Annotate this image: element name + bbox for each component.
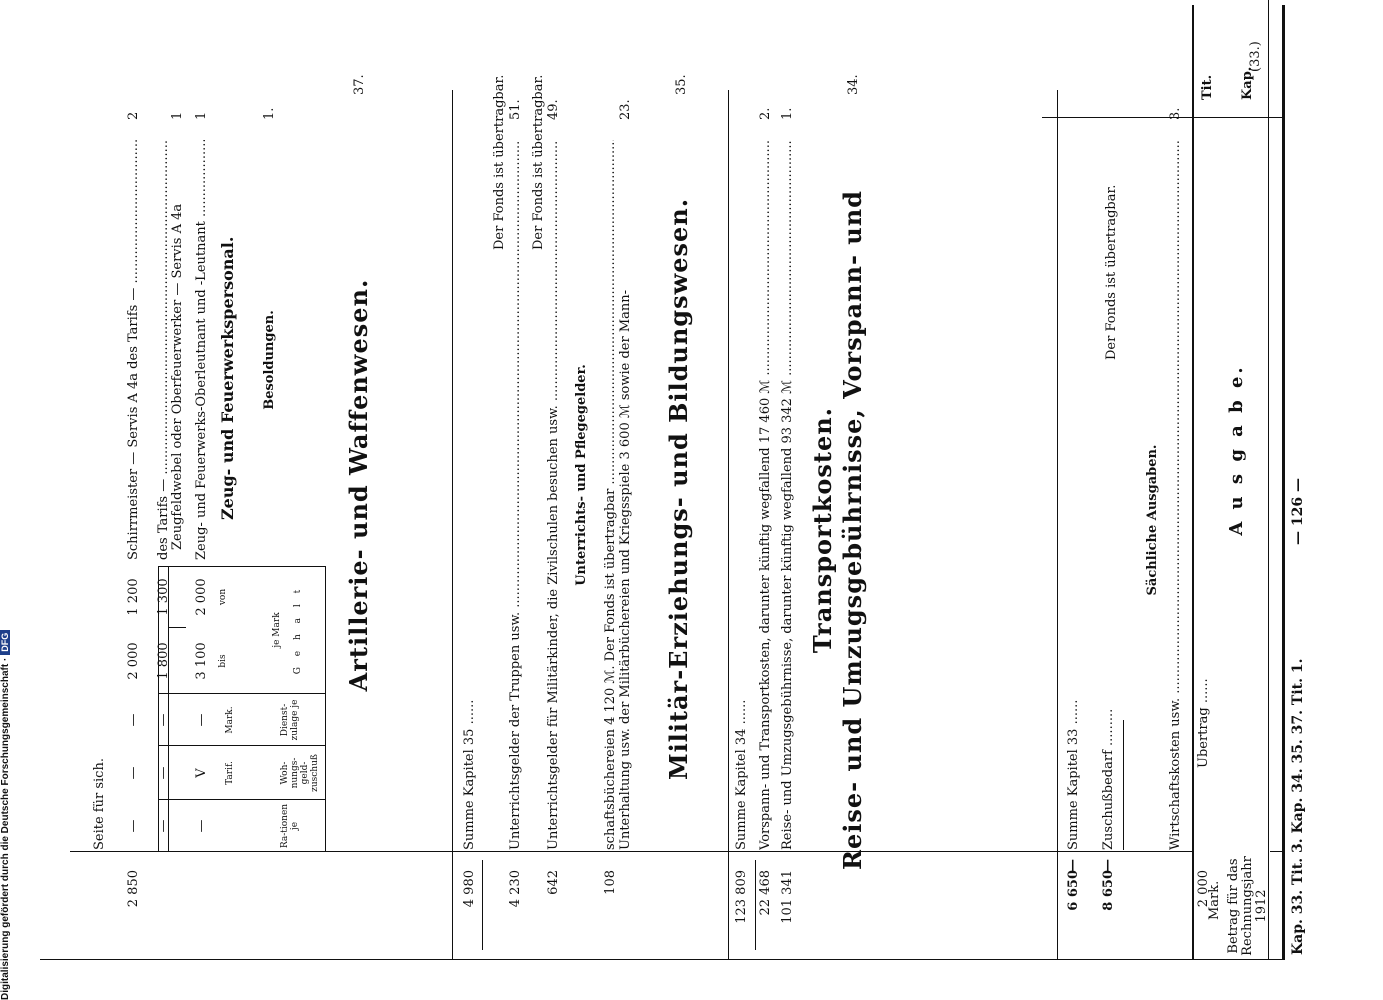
s34-sum-rule	[755, 860, 756, 950]
s37-rationen: Ra-tionen je	[280, 803, 300, 849]
s37-kap: 37.	[352, 74, 367, 95]
s37-row3-betrag: 2 850	[126, 870, 141, 908]
s33-kap: (33.)	[1248, 41, 1263, 72]
s33-zuschuss-value: 8 650	[1101, 870, 1116, 911]
s37-row2-count: 1	[170, 111, 185, 120]
s35-t49: 49.	[546, 99, 561, 120]
s37-row3-wohnung: —	[126, 766, 141, 780]
s35-l51a: Unterrichtsgelder der Truppen usw. .....	[508, 140, 523, 850]
footer-text: Digitalisierung gefördert durch die Deutsche Forschungsgemeinschaft ·	[0, 657, 11, 1000]
s37-bis: bis	[218, 654, 228, 668]
s34-summe-label: Summe Kapitel 34 .....	[734, 700, 749, 850]
col-tit: Tit.	[1200, 74, 1215, 100]
s37-table-col1	[158, 693, 326, 694]
s37-row1-dienst: —	[194, 713, 209, 727]
s33-bottom-rule	[1057, 90, 1058, 960]
col-betrag-2: Rechnungsjahr	[1240, 856, 1255, 956]
s37-row3-text: Schirrmeister — Servis A 4a des Tarifs — .....	[126, 140, 141, 560]
col-betrag-4: Mark.	[1207, 880, 1222, 920]
s34-l1: Reise- und Umzugsgebührnisse, darunter künftig wegfallend 93 342 ℳ .....	[780, 140, 795, 850]
s33-zuschuss-label: Zuschußbedarf .....	[1101, 710, 1116, 850]
s35-kap: 35.	[674, 74, 689, 95]
s35-t23: 23.	[618, 99, 633, 120]
s37-table-col3	[158, 799, 326, 800]
s37-tit: 1.	[262, 107, 277, 120]
s35-l51b: Der Fonds ist übertragbar.	[492, 74, 507, 250]
s37-von: von	[218, 588, 228, 606]
s33-summe-value: 6 650	[1066, 870, 1081, 911]
rule-left	[40, 959, 1285, 960]
s37-besoldungen: Besoldungen.	[262, 310, 277, 410]
rule-text	[1042, 117, 1282, 118]
s37-row2-von: 1 300	[156, 578, 171, 616]
s34-title-1: Reise- und Umzugsgebührnisse, Vorspann- und	[838, 190, 867, 870]
s35-v23: 108	[603, 870, 618, 895]
s35-l23b: schaftsbüchereien 4 120 ℳ. Der Fonds ist übertragbar .....	[603, 140, 618, 850]
s33-dash1: —	[1100, 859, 1115, 872]
s37-row1-von: 2 000	[194, 578, 209, 616]
s37-tarif: Tarif.	[225, 761, 235, 785]
s37-table-col2	[158, 745, 326, 746]
col-kap: Kap.	[1240, 66, 1255, 100]
ausgabe-title: A u s g a b e.	[1226, 364, 1247, 536]
s37-row1-wohnung: V	[194, 768, 209, 778]
col-betrag-1: Betrag für das	[1226, 858, 1241, 954]
s35-l49b: Der Fonds ist übertragbar.	[531, 74, 546, 250]
s37-row3-bis: 2 000	[126, 642, 141, 680]
col-betrag-3: 1912	[1254, 889, 1269, 923]
s35-v51: 4 230	[508, 870, 523, 908]
s33-line1: Wirtschaftskosten usw. .....	[1168, 140, 1183, 850]
s37-row2-text: Zeugfeldwebel oder Oberfeuerwerker — Servis A 4a	[170, 203, 185, 550]
s37-je-mark: je Mark	[272, 612, 282, 648]
s37-row1-bis: 3 100	[194, 642, 209, 680]
s37-row2-text2: des Tarifs — .....	[156, 140, 171, 560]
digitization-footer	[0, 0, 14, 1000]
running-header: Kap. 33. Tit. 3. Kap. 34. 35. 37. Tit. 1.	[1290, 658, 1306, 955]
s33-summe-label: Summe Kapitel 33 .....	[1066, 700, 1081, 850]
s35-sub: Unterrichts- und Pflegegelder.	[574, 364, 589, 586]
s33-heading: Sächliche Ausgaben.	[1145, 444, 1160, 596]
rule-kap	[1268, 0, 1269, 960]
s33-line2: Der Fonds ist übertragbar.	[1104, 184, 1119, 360]
s37-row3-count: 2	[126, 111, 141, 120]
s34-t2: 2.	[758, 107, 773, 120]
rule-betrag-head	[1270, 851, 1285, 852]
page-number: — 126 —	[1290, 478, 1306, 545]
s34-v1: 101 341	[780, 870, 795, 924]
s35-v49: 642	[546, 870, 561, 895]
s37-row2-bis: 1 800	[156, 642, 171, 680]
s37-seite: Seite für sich.	[92, 758, 107, 850]
s37-row1-text: Zeug- und Feuerwerks-Oberleutnant und -Leutnant .....	[194, 140, 209, 560]
s33-dash2: —	[1065, 859, 1080, 872]
s37-row1-count: 1	[194, 111, 209, 120]
s33-uebertrag-value: 2 000	[1196, 870, 1211, 908]
s37-dienst-mark: Mark.	[225, 706, 235, 734]
s34-l2: Vorspann- und Transportkosten, darunter künftig wegfallend 17 460 ℳ .....	[758, 140, 773, 850]
s35-l23a: Unterhaltung usw. der Militärbüchereien und Kriegsspiele 3 600 ℳ sowie der Mann-	[618, 289, 633, 850]
s37-row1-rationen: —	[194, 819, 209, 833]
s37-row3-rationen: —	[126, 819, 141, 833]
rule-top	[1282, 5, 1285, 960]
s34-v2: 22 468	[758, 870, 773, 916]
s35-summe-value: 4 980	[462, 870, 477, 908]
s35-summe-label: Summe Kapitel 35 .....	[462, 700, 477, 850]
s34-t1: 1.	[780, 107, 795, 120]
s37-title: Artillerie- und Waffenwesen.	[344, 278, 373, 692]
s37-row2-wohnung: —	[156, 766, 171, 780]
s33-tit: 3.	[1168, 107, 1183, 120]
s35-bottom-rule	[452, 90, 453, 960]
s34-title-2: Transportkosten.	[808, 406, 837, 654]
s35-t51: 51.	[508, 99, 523, 120]
dfg-logo: DFG	[0, 630, 10, 655]
s35-title: Militär-Erziehungs- und Bildungswesen.	[664, 197, 693, 780]
s33-uebertrag-text: Übertrag .....	[1196, 678, 1211, 768]
s37-gehalt: G e h a l t	[293, 585, 303, 675]
rule-header	[1192, 5, 1194, 960]
s37-personal: Zeug- und Feuerwerkspersonal.	[218, 236, 237, 520]
s34-summe-value: 123 809	[734, 870, 749, 924]
s33-uebertrag-label	[1196, 678, 1211, 768]
s37-row2-rationen: —	[156, 819, 171, 833]
s37-dienst: Dienst-zulage je	[280, 699, 300, 741]
s37-wohnung: Woh-nungs-geld-zuschuß	[280, 754, 320, 792]
s35-l49a: Unterrichtsgelder für Militärkinder, die Zivilschulen besuchen usw. .....	[546, 140, 561, 850]
s37-row3-dienst: —	[126, 713, 141, 727]
s34-bottom-rule	[728, 90, 729, 960]
s37-row2-dienst: —	[156, 713, 171, 727]
s37-row3-von: 1 200	[126, 578, 141, 616]
s35-sum-rule	[482, 860, 483, 950]
s34-kap: 34.	[846, 74, 861, 95]
s33-rule	[1123, 720, 1124, 850]
